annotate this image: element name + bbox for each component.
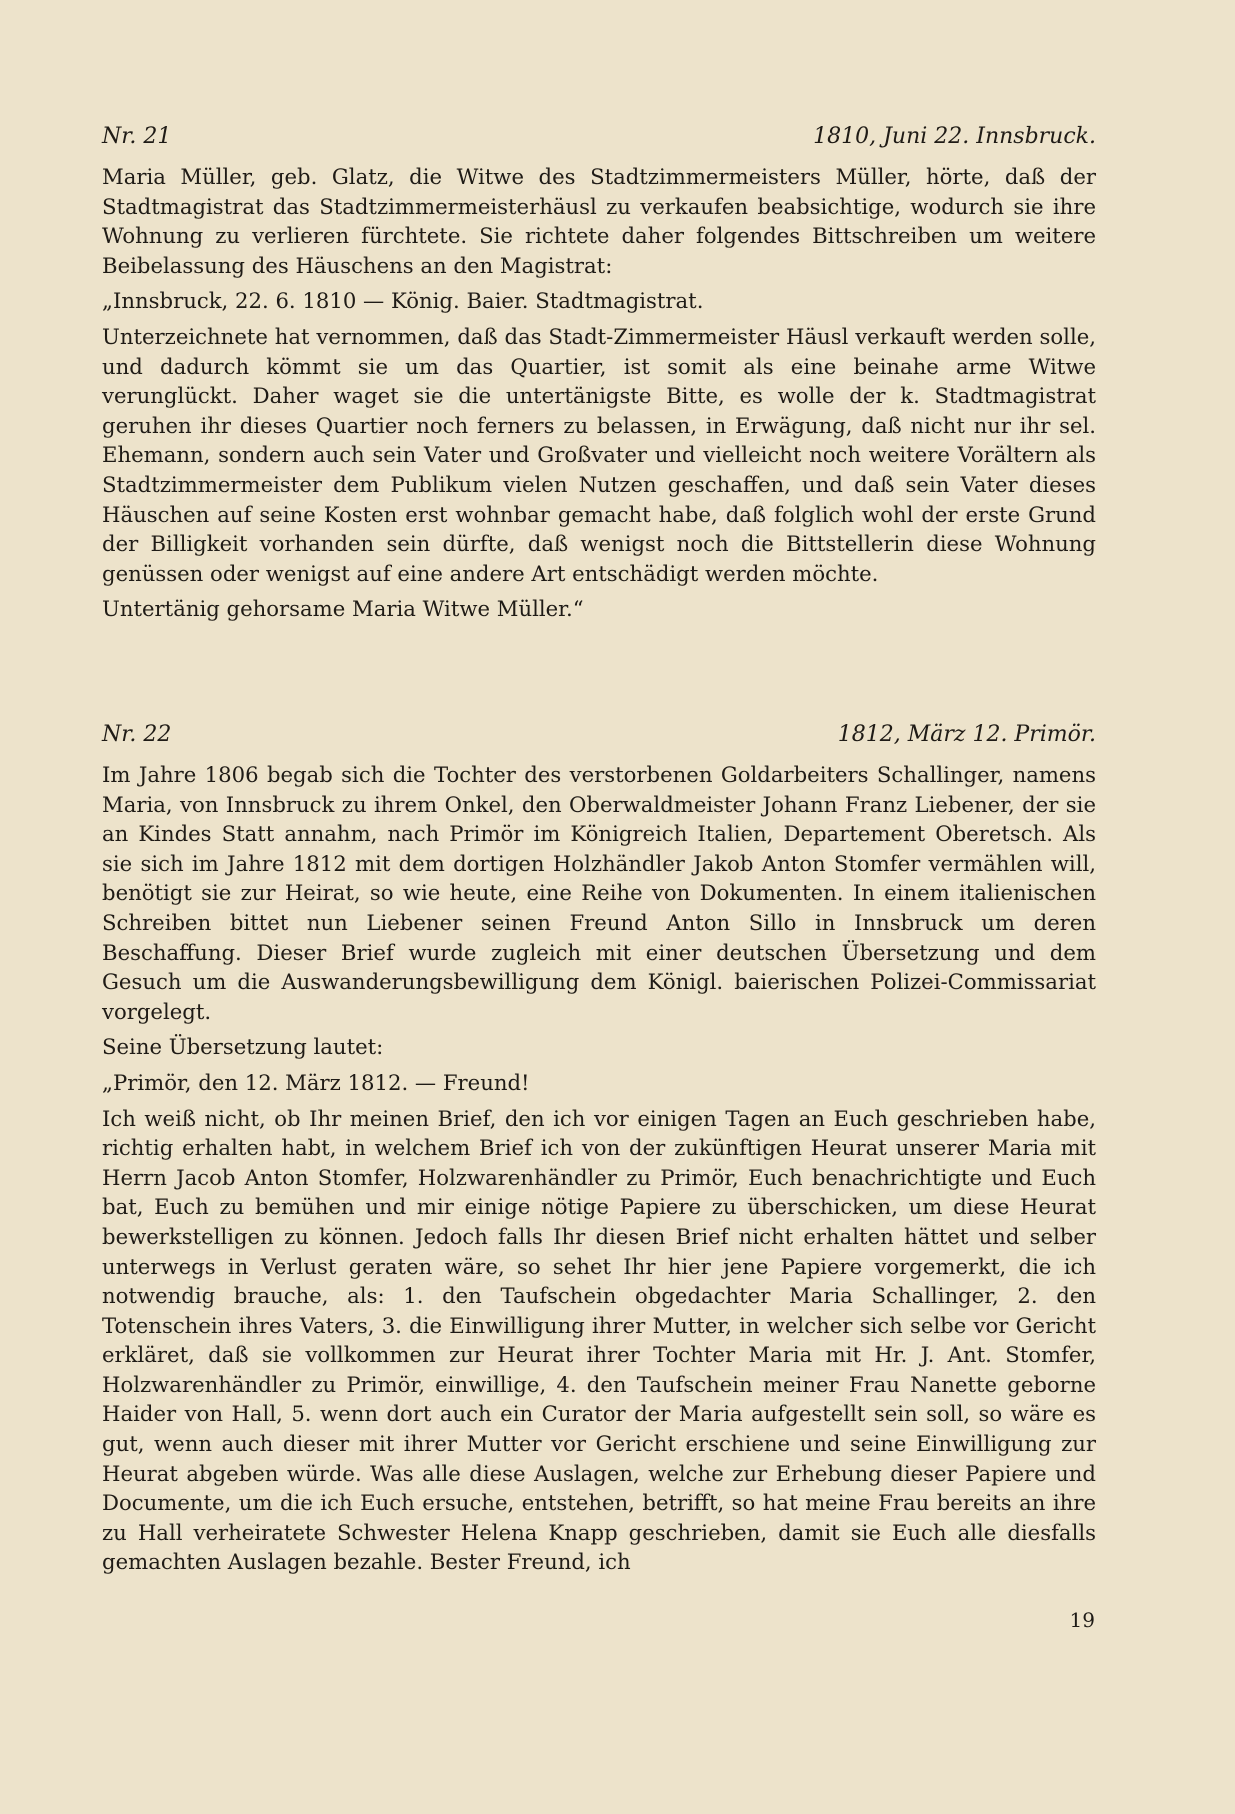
entry-date: 1812, März 12. Primör. [837, 722, 1096, 747]
letter-body: Ich weiß nicht, ob Ihr meinen Brief, den ich vor einigen Tagen an Euch geschrieben habe, richtig erhalten habt, in welchem Brief ich von der zukünftigen Heurat unserer Maria mit Herrn Jacob Anton Stomfer, Holzwarenhändler zu Primör, Euch benachrichtigte und Euch bat, Euch zu bemühen und mir einige nötige Papiere zu überschicken, um diese Heurat bewerkstelligen zu können. Jedoch falls Ihr diesen Brief nicht erhalten hättet und selber unterwegs in Verlust geraten wäre, so sehet Ihr hier jene Papiere vorgemerkt, die ich notwendig brauche, als: 1. den Taufschein obgedachter Maria Schallinger, 2. den Totenschein ihres Vaters, 3. die Einwilligung ihrer Mutter, in welcher sich selbe vor Gericht erkläret, daß sie vollkommen zur Heurat ihrer Tochter Maria mit Hr. J. Ant. Stomfer, Holzwarenhändler zu Primör, einwillige, 4. den Taufschein meiner Frau Nanette geborne Haider von Hall, 5. wenn dort auch ein Curator der Maria aufgestellt sein soll, so wäre es gut, wenn auch dieser mit ihrer Mutter vor Gericht erschiene und seine Einwilligung zur Heurat abgeben würde. Was alle diese Auslagen, welche zur Erhebung dieser Papiere und Documente, um die ich Euch ersuche, entstehen, betrifft, so hat meine Frau bereits an ihre zu Hall verheiratete Schwester Helena Knapp geschrieben, damit sie Euch alle diesfalls gemachten Auslagen bezahle. Bester Freund, ich [102, 1105, 1096, 1575]
entry-date: 1810, Juni 22. Innsbruck. [813, 124, 1096, 149]
entry-number: Nr. 21 [102, 124, 172, 149]
letter-signature: Untertänig gehorsame Maria Witwe Müller.“ [102, 596, 584, 622]
letter-body: Unterzeichnete hat vernommen, daß das Stadt-Zimmermeister Häusl verkauft werden solle, und dadurch kömmt sie um das Quartier, ist somit als eine beinahe arme Witwe verunglückt. Daher waget sie die untertänigste Bitte, es wolle der k. Stadtmagistrat geruhen ihr dieses Quartier noch ferners zu belassen, in Erwägung, daß nicht nur ihr sel. Ehemann, sondern auch sein Vater und Großvater und vielleicht noch weitere Vorältern als Stadtzimmermeister dem Publikum vielen Nutzen geschaffen, und daß sein Vater dieses Häuschen auf seine Kosten erst wohnbar gemacht habe, daß folglich wohl der erste Grund der Billigkeit vorhanden sein dürfte, daß wenigst noch die Bittstellerin diese Wohnung genüssen oder wenigst auf eine andere Art entschädigt werden möchte. [102, 323, 1096, 586]
page-number: 19 [1069, 1608, 1095, 1632]
entry-header [102, 722, 1096, 756]
entry-number: Nr. 22 [102, 722, 172, 747]
letter-heading: „Innsbruck, 22. 6. 1810 — König. Baier. Stadtmagistrat. [102, 288, 704, 314]
intro-paragraph: Maria Müller, geb. Glatz, die Witwe des Stadtzimmermeisters Müller, hörte, daß der Stadtmagistrat das Stadtzimmermeisterhäusl zu verkaufen beabsichtige, wodurch sie ihre Wohnung zu verlieren fürchtete. Sie richtete daher folgendes Bittschreiben um weitere Beibelassung des Häuschens an den Magistrat: [102, 164, 1096, 278]
entry-header [102, 124, 1096, 158]
entry-21 [102, 124, 1096, 624]
letter-heading: „Primör, den 12. März 1812. — Freund! [102, 1069, 530, 1095]
intro-paragraph: Im Jahre 1806 begab sich die Tochter des verstorbenen Goldarbeiters Schallinger, namens Maria, von Innsbruck zu ihrem Onkel, den Oberwaldmeister Johann Franz Liebener, der sie an Kindes Statt annahm, nach Primör im Königreich Italien, Departement Oberetsch. Als sie sich im Jahre 1812 mit dem dortigen Holzhändler Jakob Anton Stomfer vermählen will, benötigt sie zur Heirat, so wie heute, eine Reihe von Dokumenten. In einem italienischen Schreiben bittet nun Liebener seinen Freund Anton Sillo in Innsbruck um deren Beschaffung. Dieser Brief wurde zugleich mit einer deutschen Übersetzung und dem Gesuch um die Auswanderungsbewilligung dem Königl. baierischen Polizei-Commissariat vorgelegt. [102, 762, 1096, 1024]
translation-note: Seine Übersetzung lautet: [102, 1034, 384, 1060]
entry-22 [102, 722, 1096, 1577]
